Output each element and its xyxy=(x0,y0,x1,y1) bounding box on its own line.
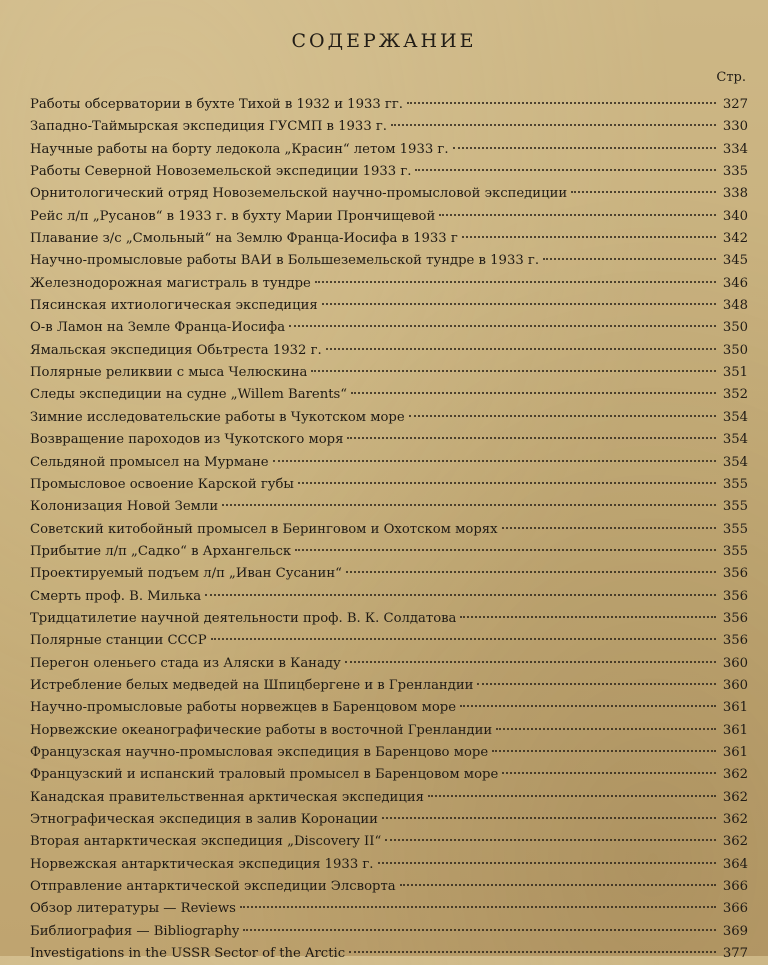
toc-entry-page: 360 xyxy=(722,655,748,671)
page-title: СОДЕРЖАНИЕ xyxy=(291,30,477,52)
dot-leader xyxy=(349,951,716,953)
toc-entry xyxy=(30,563,748,585)
dot-leader xyxy=(477,683,716,685)
toc-entry xyxy=(30,519,748,541)
dot-leader xyxy=(407,102,716,104)
dot-leader xyxy=(211,638,716,640)
toc-list xyxy=(30,94,748,965)
toc-entry-page: 369 xyxy=(722,923,748,939)
toc-entry xyxy=(30,608,748,630)
toc-entry xyxy=(30,809,748,831)
toc-entry-page: 355 xyxy=(722,521,748,537)
toc-entry-page: 355 xyxy=(722,476,748,492)
toc-entry-title: Полярные реликвии с мыса Челюскина xyxy=(30,365,308,381)
toc-entry-title: Колонизация Новой Земли xyxy=(30,499,219,515)
toc-entry-title: Промысловое освоение Карской губы xyxy=(30,476,294,492)
dot-leader xyxy=(205,594,716,596)
toc-entry-page: 351 xyxy=(722,365,748,381)
toc-entry-page: 356 xyxy=(722,633,748,649)
toc-entry-page: 356 xyxy=(722,588,748,604)
toc-entry-title: Зимние исследовательские работы в Чукотском море xyxy=(30,409,405,425)
dot-leader xyxy=(240,906,716,908)
toc-entry xyxy=(30,787,748,809)
toc-entry-title: Научно-промысловые работы норвежцев в Баренцовом море xyxy=(30,700,457,716)
toc-entry-page: 350 xyxy=(722,342,748,358)
toc-entry xyxy=(30,384,748,406)
toc-entry xyxy=(30,206,748,228)
dot-leader xyxy=(326,348,716,350)
dot-leader xyxy=(543,258,716,260)
dot-leader xyxy=(415,169,716,171)
toc-entry-title: Библиография — Bibliography xyxy=(30,923,240,939)
dot-leader xyxy=(351,392,716,394)
toc-entry-title: Обзор литературы — Reviews xyxy=(30,901,236,917)
toc-entry xyxy=(30,898,748,920)
toc-entry xyxy=(30,362,748,384)
toc-entry xyxy=(30,407,748,429)
toc-entry xyxy=(30,474,748,496)
toc-entry-page: 355 xyxy=(722,543,748,559)
toc-entry xyxy=(30,742,748,764)
toc-entry xyxy=(30,921,748,943)
toc-entry xyxy=(30,764,748,786)
toc-entry xyxy=(30,161,748,183)
toc-entry-page: 346 xyxy=(722,275,748,291)
toc-entry xyxy=(30,273,748,295)
toc-entry-title: Западно-Таймырская экспедиция ГУСМП в 1933 г. xyxy=(30,119,387,135)
dot-leader xyxy=(347,437,716,439)
toc-entry-page: 335 xyxy=(722,164,748,180)
toc-entry-title: Перегон оленьего стада из Аляски в Канаду xyxy=(30,655,341,671)
toc-entry-page: 354 xyxy=(722,409,748,425)
toc-entry-title: Орнитологический отряд Новоземельской научно-промысловой экспедиции xyxy=(30,186,568,202)
toc-entry-page: 356 xyxy=(722,566,748,582)
dot-leader xyxy=(385,839,716,841)
toc-entry-title: Научно-промысловые работы ВАИ в Большеземельской тундре в 1933 г. xyxy=(30,253,540,269)
toc-entry-page: 355 xyxy=(722,499,748,515)
dot-leader xyxy=(243,929,716,931)
dot-leader xyxy=(460,616,716,618)
dot-leader xyxy=(453,147,716,149)
toc-entry-title: Советский китобойный промысел в Беринговом и Охотском морях xyxy=(30,521,498,537)
toc-entry-title: Следы экспедиции на судне „Willem Barents“ xyxy=(30,387,348,403)
dot-leader xyxy=(295,549,716,551)
toc-entry xyxy=(30,340,748,362)
toc-entry-title: Рейс л/п „Русанов“ в 1933 г. в бухту Марии Прончищевой xyxy=(30,208,436,224)
toc-entry xyxy=(30,831,748,853)
dot-leader xyxy=(391,124,716,126)
dot-leader xyxy=(273,460,716,462)
toc-entry-page: 352 xyxy=(722,387,748,403)
dot-leader xyxy=(460,705,716,707)
dot-leader xyxy=(400,884,716,886)
toc-entry-page: 338 xyxy=(722,186,748,202)
toc-entry-title: Работы Северной Новоземельской экспедиции 1933 г. xyxy=(30,164,412,180)
toc-entry-title: Французский и испанский траловый промысел в Баренцовом море xyxy=(30,767,499,783)
dot-leader xyxy=(322,303,716,305)
dot-leader xyxy=(428,795,716,797)
toc-entry-title: Пясинская ихтиологическая экспедиция xyxy=(30,298,318,314)
toc-entry xyxy=(30,295,748,317)
toc-entry-page: 364 xyxy=(722,856,748,872)
toc-entry xyxy=(30,452,748,474)
dot-leader xyxy=(571,191,716,193)
toc-entry-title: Смерть проф. В. Милька xyxy=(30,588,202,604)
toc-entry-title: Истребление белых медведей на Шпицбергене и в Гренландии xyxy=(30,677,474,693)
dot-leader xyxy=(315,281,716,283)
toc-entry xyxy=(30,876,748,898)
dot-leader xyxy=(502,772,716,774)
toc-entry xyxy=(30,630,748,652)
toc-entry-page: 362 xyxy=(722,812,748,827)
dot-leader xyxy=(311,370,716,372)
toc-entry xyxy=(30,496,748,518)
toc-entry-title: Прибытие л/п „Садко“ в Архангельск xyxy=(30,543,292,559)
toc-entry-page: 354 xyxy=(722,432,748,448)
dot-leader xyxy=(378,862,717,864)
toc-entry-page: 345 xyxy=(722,253,748,269)
toc-entry-page: 361 xyxy=(722,700,748,716)
dot-leader xyxy=(345,661,716,663)
toc-entry xyxy=(30,139,748,161)
dot-leader xyxy=(409,415,716,417)
toc-entry-page: 330 xyxy=(722,119,748,135)
toc-entry-title: Вторая антарктическая экспедиция „Discovery II“ xyxy=(30,834,382,850)
dot-leader xyxy=(382,817,716,819)
toc-entry-page: 377 xyxy=(722,946,748,962)
toc-entry xyxy=(30,116,748,138)
toc-entry-title: Канадская правительственная арктическая экспедиция xyxy=(30,789,424,805)
toc-entry-title: Проектируемый подъем л/п „Иван Сусанин“ xyxy=(30,566,342,582)
toc-entry-title: Возвращение пароходов из Чукотского моря xyxy=(30,432,344,448)
toc-entry xyxy=(30,541,748,563)
toc-entry-page: 366 xyxy=(722,901,748,917)
toc-entry xyxy=(30,228,748,250)
toc-entry-title: Сельдяной промысел на Мурмане xyxy=(30,454,269,470)
dot-leader xyxy=(222,504,716,506)
toc-entry-title: Этнографическая экспедиция в залив Коронации xyxy=(30,812,378,827)
toc-entry-title: Полярные станции СССР xyxy=(30,633,207,649)
toc-entry-title: Отправление антарктической экспедиции Элсворта xyxy=(30,879,396,895)
dot-leader xyxy=(496,728,716,730)
toc-entry xyxy=(30,720,748,742)
toc-entry-title: Норвежские океанографические работы в восточной Гренландии xyxy=(30,722,493,738)
dot-leader xyxy=(439,214,716,216)
page-column-label: Стр. xyxy=(716,70,746,85)
toc-entry-title: Investigations in the USSR Sector of the Arctic xyxy=(30,946,346,962)
toc-entry-page: 362 xyxy=(722,834,748,850)
toc-entry xyxy=(30,317,748,339)
toc-entry-page: 362 xyxy=(722,767,748,783)
dot-leader xyxy=(346,571,716,573)
toc-entry-title: Работы обсерватории в бухте Тихой в 1932 и 1933 гг. xyxy=(30,97,403,112)
toc-entry-page: 360 xyxy=(722,677,748,693)
toc-entry xyxy=(30,697,748,719)
toc-entry-page: 340 xyxy=(722,208,748,224)
toc-entry-title: О-в Ламон на Земле Франца-Иосифа xyxy=(30,320,286,336)
dot-leader xyxy=(298,482,716,484)
toc-entry xyxy=(30,675,748,697)
toc-entry-page: 334 xyxy=(722,141,748,157)
toc-entry-title: Норвежская антарктическая экспедиция 1933 г. xyxy=(30,856,374,872)
toc-entry-title: Научные работы на борту ледокола „Красин“ летом 1933 г. xyxy=(30,141,449,157)
toc-entry-title: Ямальская экспедиция Обьтреста 1932 г. xyxy=(30,342,322,358)
dot-leader xyxy=(462,236,716,238)
toc-entry-title: Французская научно-промысловая экспедиция в Баренцово море xyxy=(30,744,489,760)
toc-entry-page: 350 xyxy=(722,320,748,336)
dot-leader xyxy=(502,527,716,529)
toc-entry-page: 354 xyxy=(722,454,748,470)
toc-entry-page: 362 xyxy=(722,789,748,805)
toc-entry-page: 361 xyxy=(722,722,748,738)
toc-entry-title: Плавание з/с „Смольный“ на Землю Франца-Иосифа в 1933 г xyxy=(30,231,458,247)
toc-entry xyxy=(30,250,748,272)
toc-entry xyxy=(30,94,748,116)
toc-entry xyxy=(30,653,748,675)
toc-entry-page: 361 xyxy=(722,744,748,760)
toc-entry-page: 348 xyxy=(722,298,748,314)
toc-entry-page: 356 xyxy=(722,610,748,626)
toc-entry-page: 366 xyxy=(722,879,748,895)
toc-entry xyxy=(30,183,748,205)
toc-entry xyxy=(30,854,748,876)
dot-leader xyxy=(289,325,716,327)
toc-entry-title: Железнодорожная магистраль в тундре xyxy=(30,275,311,291)
toc-entry xyxy=(30,943,748,965)
toc-entry xyxy=(30,586,748,608)
toc-entry-page: 342 xyxy=(722,231,748,247)
toc-entry-page: 327 xyxy=(722,97,748,112)
toc-entry-title: Тридцатилетие научной деятельности проф. В. К. Солдатова xyxy=(30,610,457,626)
toc-entry xyxy=(30,429,748,451)
dot-leader xyxy=(492,750,716,752)
